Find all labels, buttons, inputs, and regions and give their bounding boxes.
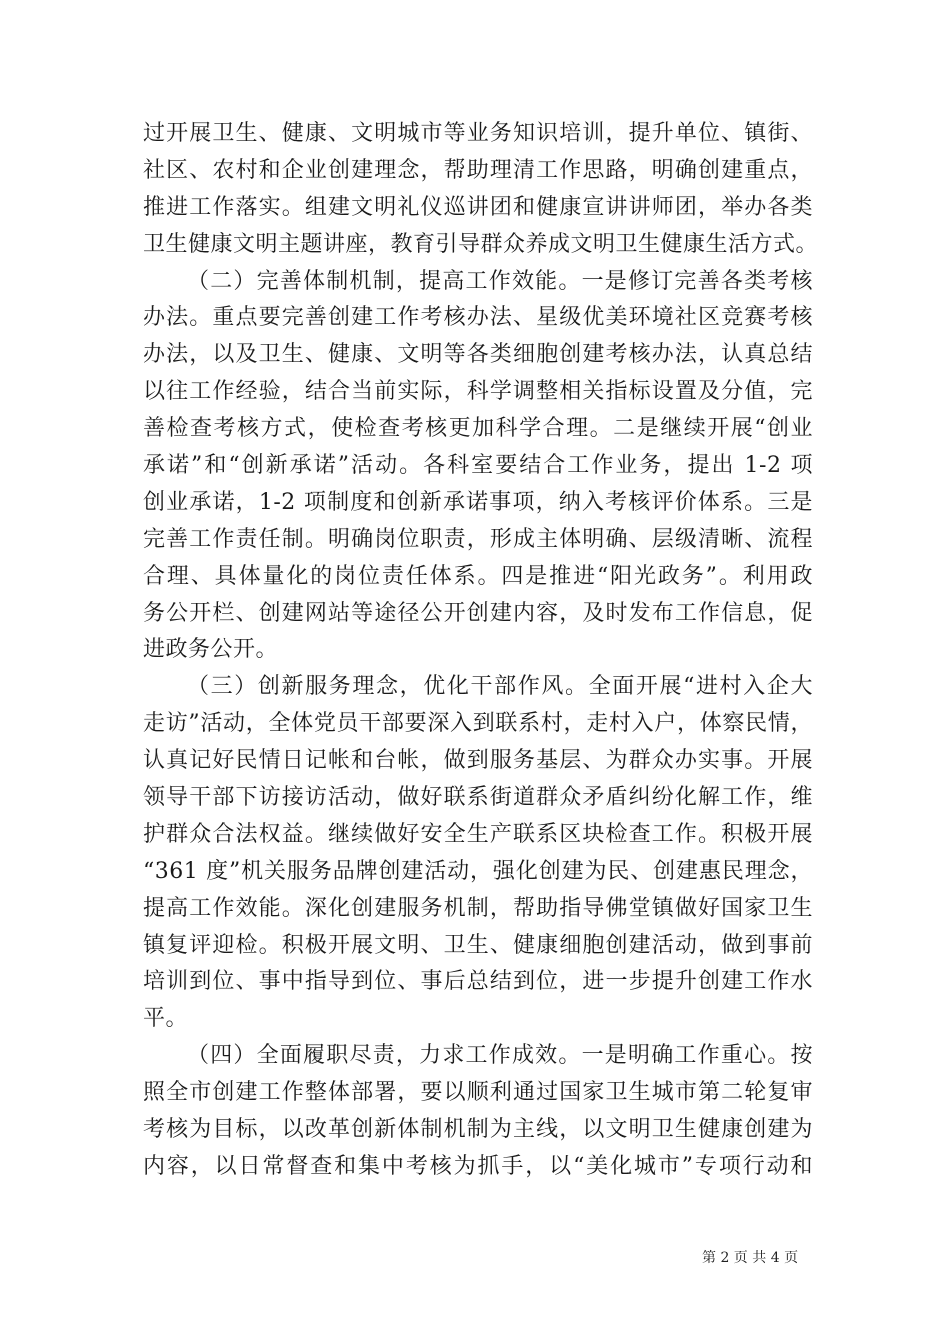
text-line: 推进工作落实。组建文明礼仪巡讲团和健康宣讲讲师团，举办各类 — [143, 194, 813, 220]
text-line: 护群众合法权益。继续做好安全生产联系区块检查工作。积极开展 — [143, 821, 813, 847]
text-line: 社区、农村和企业创建理念，帮助理清工作思路，明确创建重点， — [143, 157, 813, 183]
text-line: 内容，以日常督查和集中考核为抓手，以“美化城市”专项行动和 — [143, 1153, 813, 1179]
text-line: “361 度”机关服务品牌创建活动，强化创建为民、创建惠民理念， — [143, 858, 813, 884]
text-line: 合理、具体量化的岗位责任体系。四是推进“阳光政务”。利用政 — [143, 563, 813, 589]
text-line: 创业承诺，1-2 项制度和创新承诺事项，纳入考核评价体系。三是 — [143, 489, 813, 515]
text-line: 卫生健康文明主题讲座，教育引导群众养成文明卫生健康生活方式。 — [143, 231, 819, 257]
text-line: （三）创新服务理念，优化干部作风。全面开展“进村入企大 — [187, 674, 813, 700]
text-line: 镇复评迎检。积极开展文明、卫生、健康细胞创建活动，做到事前 — [143, 932, 813, 958]
text-line: （四）全面履职尽责，力求工作成效。一是明确工作重心。按 — [187, 1043, 813, 1069]
text-line: 认真记好民情日记帐和台帐，做到服务基层、为群众办实事。开展 — [143, 748, 813, 774]
text-line: 完善工作责任制。明确岗位职责，形成主体明确、层级清晰、流程 — [143, 526, 813, 552]
text-line: （二）完善体制机制，提高工作效能。一是修订完善各类考核 — [187, 268, 813, 294]
text-line: 走访”活动，全体党员干部要深入到联系村，走村入户，体察民情， — [143, 711, 813, 737]
text-line: 考核为目标，以改革创新体制机制为主线，以文明卫生健康创建为 — [143, 1117, 813, 1143]
text-line: 照全市创建工作整体部署，要以顺利通过国家卫生城市第二轮复审 — [143, 1080, 813, 1106]
text-line: 提高工作效能。深化创建服务机制，帮助指导佛堂镇做好国家卫生 — [143, 895, 813, 921]
text-line: 培训到位、事中指导到位、事后总结到位，进一步提升创建工作水 — [143, 969, 813, 995]
text-line: 平。 — [143, 1006, 189, 1032]
text-line: 办法，以及卫生、健康、文明等各类细胞创建考核办法，认真总结 — [143, 342, 813, 368]
text-line: 承诺”和“创新承诺”活动。各科室要结合工作业务，提出 1-2 项 — [143, 453, 813, 479]
text-line: 务公开栏、创建网站等途径公开创建内容，及时发布工作信息，促 — [143, 600, 813, 626]
text-line: 领导干部下访接访活动，做好联系街道群众矛盾纠纷化解工作，维 — [143, 785, 813, 811]
text-line: 过开展卫生、健康、文明城市等业务知识培训，提升单位、镇街、 — [143, 121, 813, 146]
document-body — [143, 116, 819, 1186]
page-number-footer: 第 2 页 共 4 页 — [702, 1250, 799, 1266]
text-line: 进政务公开。 — [143, 637, 279, 663]
text-line: 以往工作经验，结合当前实际，科学调整相关指标设置及分值，完 — [143, 379, 813, 405]
text-line: 办法。重点要完善创建工作考核办法、星级优美环境社区竞赛考核 — [143, 305, 813, 331]
text-line: 善检查考核方式，使检查考核更加科学合理。二是继续开展“创业 — [143, 416, 813, 442]
